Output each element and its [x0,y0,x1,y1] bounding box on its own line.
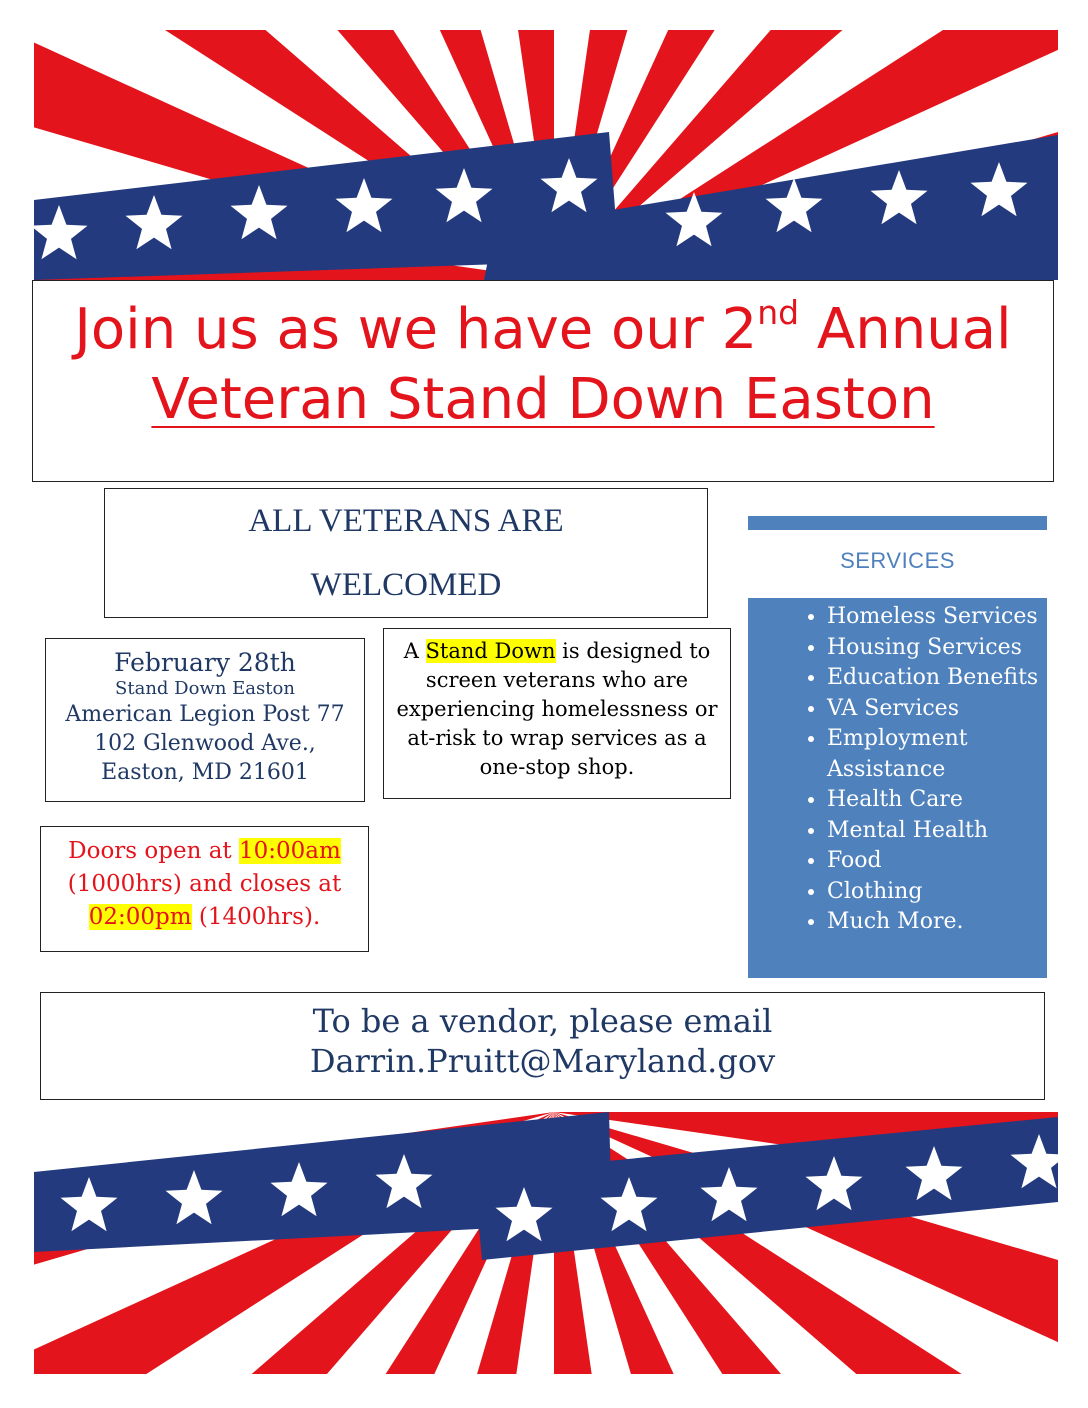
service-item: • Clothing [827,877,1047,908]
open-time: 10:00am [239,838,341,864]
top-banner [34,30,1058,280]
service-item: • Mental Health [827,816,1047,847]
about-post: is designed to screen veterans who are experiencing homelessness or at-risk to wrap services as a one-stop shop. [396,639,718,779]
service-item: • Housing Services [827,633,1047,664]
about-pre: A [403,639,426,663]
about-highlight: Stand Down [425,639,556,663]
hours-mid: (1000hrs) and closes at [67,871,342,897]
title-line-1 [33,295,1053,365]
service-item: • Employment Assistance [827,724,1047,785]
bottom-banner [34,1112,1058,1374]
close-time: 02:00pm [88,904,192,930]
ordinal-superscript: nd [757,293,800,332]
event-city: Easton, MD 21601 [101,760,309,785]
welcome-line-2: WELCOMED [310,567,502,603]
stars-stripes-graphic [34,30,1058,280]
title-box [32,280,1054,482]
event-venue: American Legion Post 77 [65,702,345,727]
welcome-box [104,488,708,618]
service-item: • Homeless Services [827,602,1047,633]
welcome-line-1: ALL VETERANS ARE [248,503,564,539]
services-list [748,598,1047,938]
about-box [383,628,731,799]
services-panel [748,598,1047,978]
service-item: • VA Services [827,694,1047,725]
hours-post: (1400hrs). [191,904,321,930]
vendor-box [40,992,1045,1100]
event-name: Stand Down Easton [115,678,295,699]
services-accent-bar [748,516,1047,530]
title-line-1-post: Annual [799,297,1012,362]
services-header: SERVICES [840,548,955,573]
title-line-1-pre: Join us as we have our 2 [74,297,758,362]
vendor-text: To be a vendor, please email [312,1002,773,1040]
service-item: • Much More. [827,907,1047,938]
service-item: • Food [827,846,1047,877]
event-details-box [45,638,365,802]
stars-stripes-graphic [34,1112,1058,1374]
hours-box [40,826,369,952]
event-date: February 28th [114,648,296,677]
hours-pre: Doors open at [68,838,239,864]
vendor-email-link[interactable]: Darrin.Pruitt@Maryland.gov [309,1042,776,1080]
event-street: 102 Glenwood Ave., [94,731,316,756]
service-item: • Health Care [827,785,1047,816]
event-name-heading: Veteran Stand Down Easton [151,367,935,432]
service-item: • Education Benefits [827,663,1047,694]
